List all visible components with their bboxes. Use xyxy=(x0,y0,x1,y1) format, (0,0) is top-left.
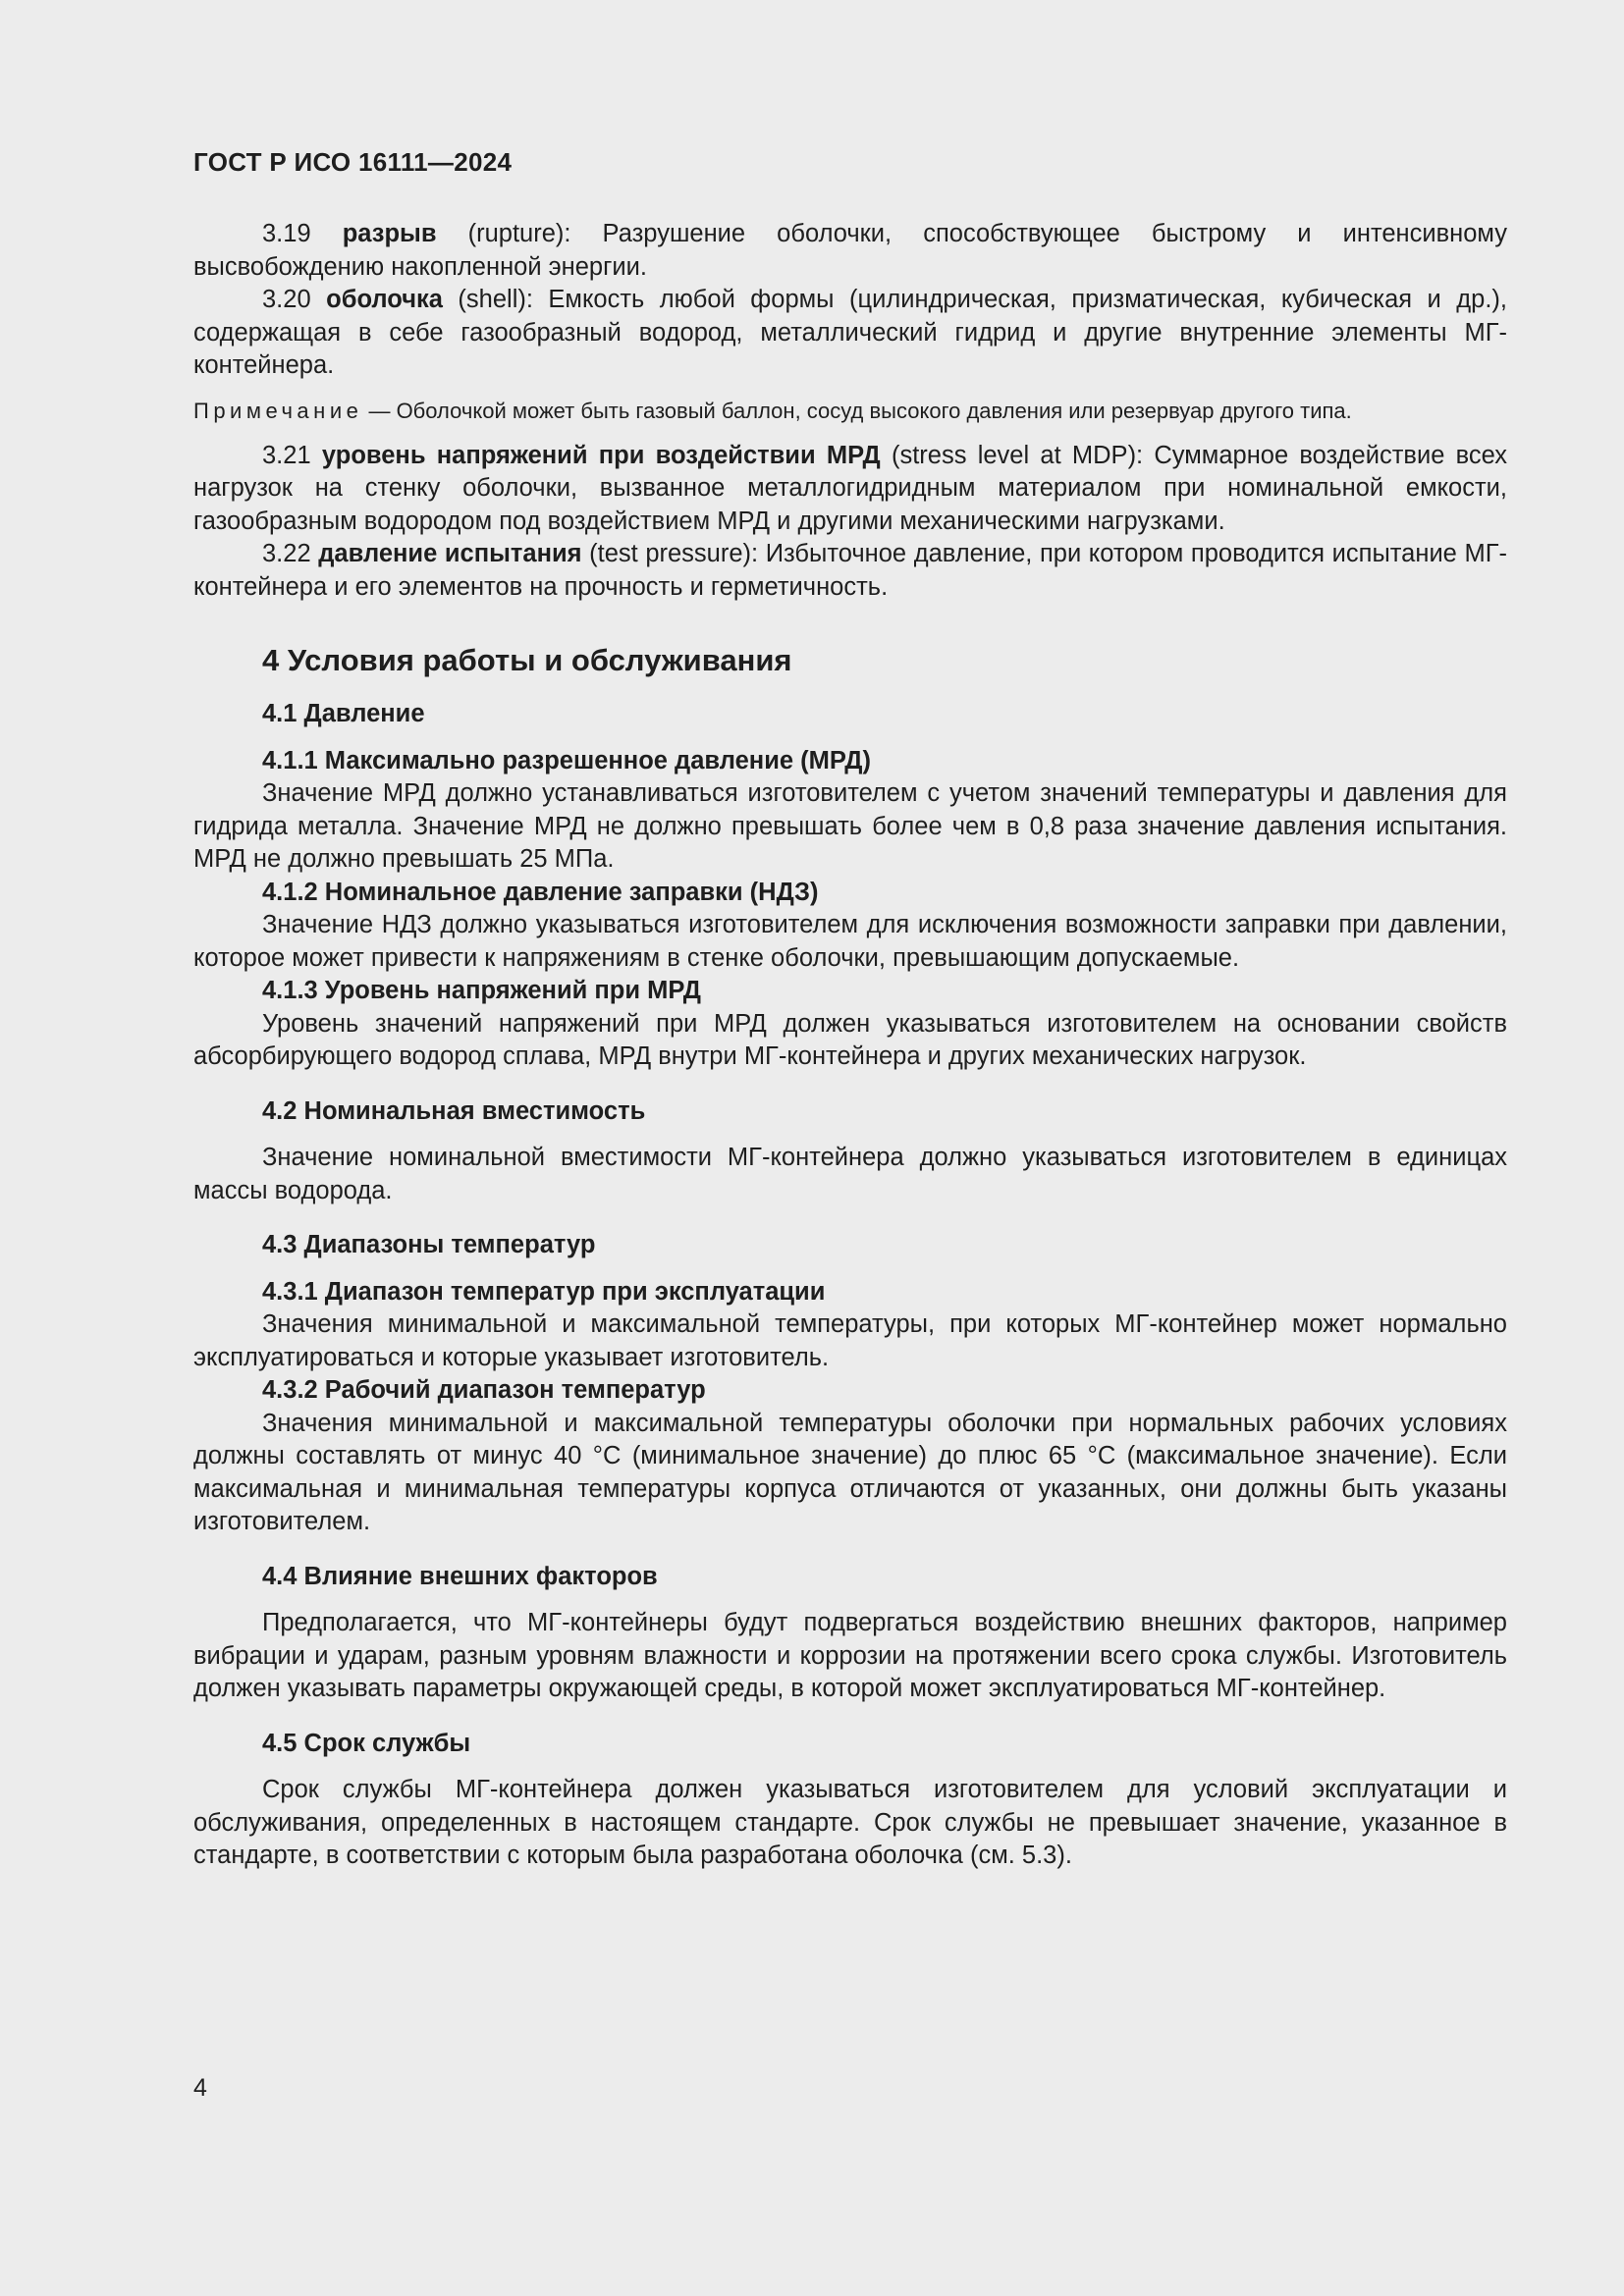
section-4-1-1-text: Значение МРД должно устанавливаться изготовителем с учетом значений температуры и давления для гидрида металла. Значение МРД не должно превышать более чем в 0,8 раза значение давления испытания. МРД не должно превышать 25 МПа. xyxy=(193,779,1507,873)
section-4-3-2-title: 4.3.2 Рабочий диапазон температур xyxy=(262,1376,706,1404)
term-definition: (rupture): Разрушение оболочки, способствующее быстрому и интенсивному высвобождению накопленной энергии. xyxy=(193,220,1507,281)
section-4-3-title: 4.3 Диапазоны температур xyxy=(262,1231,596,1258)
section-4-5-text: Срок службы МГ-контейнера должен указываться изготовителем для условий эксплуатации и обслуживания, определенных в настоящем стандарте. Срок службы не превышает значение, указанное в стандарте, в соответствии с которым была разработана оболочка (см. 5.3). xyxy=(193,1776,1507,1869)
term-name: давление испытания xyxy=(318,540,582,567)
section-4-1-title: 4.1 Давление xyxy=(262,700,425,727)
section-4-3-2-text: Значения минимальной и максимальной температуры оболочки при нормальных рабочих условиях должны составлять от минус 40 °С (минимальное значение) до плюс 65 °С (максимальное значение). Если максимальная и минимальная температуры корпуса отличаются от указанных, они должны быть указаны изготовителем. xyxy=(193,1409,1507,1535)
note-label: Примечание xyxy=(193,398,363,423)
term-definition: (shell): Емкость любой формы (цилиндрическая, призматическая, кубическая и др.), содержащая в себе газообразный водород, металлический гидрид и другие внутренние элементы МГ-контейнера. xyxy=(193,286,1507,379)
term-3-20 xyxy=(193,284,1507,383)
section-4-2-title: 4.2 Номинальная вместимость xyxy=(262,1096,646,1125)
term-number: 3.20 xyxy=(262,286,311,313)
section-4-1-3-title: 4.1.3 Уровень напряжений при МРД xyxy=(262,977,701,1004)
term-3-22 xyxy=(193,538,1507,604)
section-4-3-1-text: Значения минимальной и максимальной температуры, при которых МГ-контейнер может нормально эксплуатироваться и которые указывает изготовитель. xyxy=(193,1310,1507,1371)
section-4-1-1-title: 4.1.1 Максимально разрешенное давление (МРД) xyxy=(262,746,871,774)
term-definition: (stress level at MDP): Суммарное воздействие всех нагрузок на стенку оболочки, вызванное металлогидридным материалом при номинальной емкости, газообразным водородом под воздействием МРД и другими механическими нагрузками. xyxy=(193,441,1507,535)
document-code: ГОСТ Р ИСО 16111—2024 xyxy=(193,147,513,177)
section-4-5-title: 4.5 Срок службы xyxy=(262,1729,471,1757)
section-4-1-2-text: Значение НДЗ должно указываться изготовителем для исключения возможности заправки при давлении, которое может привести к напряжениям в стенке оболочки, превышающим допускаемые. xyxy=(193,911,1507,972)
section-4-1-3-text: Уровень значений напряжений при МРД должен указываться изготовителем на основании свойств абсорбирующего водород сплава, МРД внутри МГ-контейнера и других механических нагрузок. xyxy=(193,1009,1507,1070)
term-name: оболочка xyxy=(326,286,443,313)
section-4-3-1-title: 4.3.1 Диапазон температур при эксплуатации xyxy=(262,1277,826,1306)
term-definition: (test pressure): Избыточное давление, при котором проводится испытание МГ-контейнера и его элементов на прочность и герметичность. xyxy=(193,540,1508,601)
note xyxy=(193,397,1507,426)
section-4-2-text: Значение номинальной вместимости МГ-контейнера должно указываться изготовителем в единицах массы водорода. xyxy=(193,1144,1507,1204)
term-name: разрыв xyxy=(342,220,437,247)
section-4-title: 4 Условия работы и обслуживания xyxy=(262,643,792,677)
page-number: 4 xyxy=(193,2074,207,2102)
term-number: 3.19 xyxy=(262,220,311,247)
section-4-4-title: 4.4 Влияние внешних факторов xyxy=(262,1562,658,1590)
section-4-1-2-title: 4.1.2 Номинальное давление заправки (НДЗ) xyxy=(262,878,819,906)
page-content xyxy=(193,218,1507,1873)
term-name: уровень напряжений при воздействии МРД xyxy=(321,441,881,469)
term-3-21 xyxy=(193,440,1507,539)
term-number: 3.21 xyxy=(262,441,311,469)
section-4-4-text: Предполагается, что МГ-контейнеры будут подвергаться воздействию внешних факторов, например вибрации и ударам, разным уровням влажности и коррозии на протяжении всего срока службы. Изготовитель должен указывать параметры окружающей среды, в которой может эксплуатироваться МГ-контейнер. xyxy=(193,1609,1507,1702)
term-3-19 xyxy=(193,218,1507,284)
term-number: 3.22 xyxy=(262,540,311,567)
note-text: — Оболочкой может быть газовый баллон, сосуд высокого давления или резервуар другого типа. xyxy=(362,398,1352,423)
